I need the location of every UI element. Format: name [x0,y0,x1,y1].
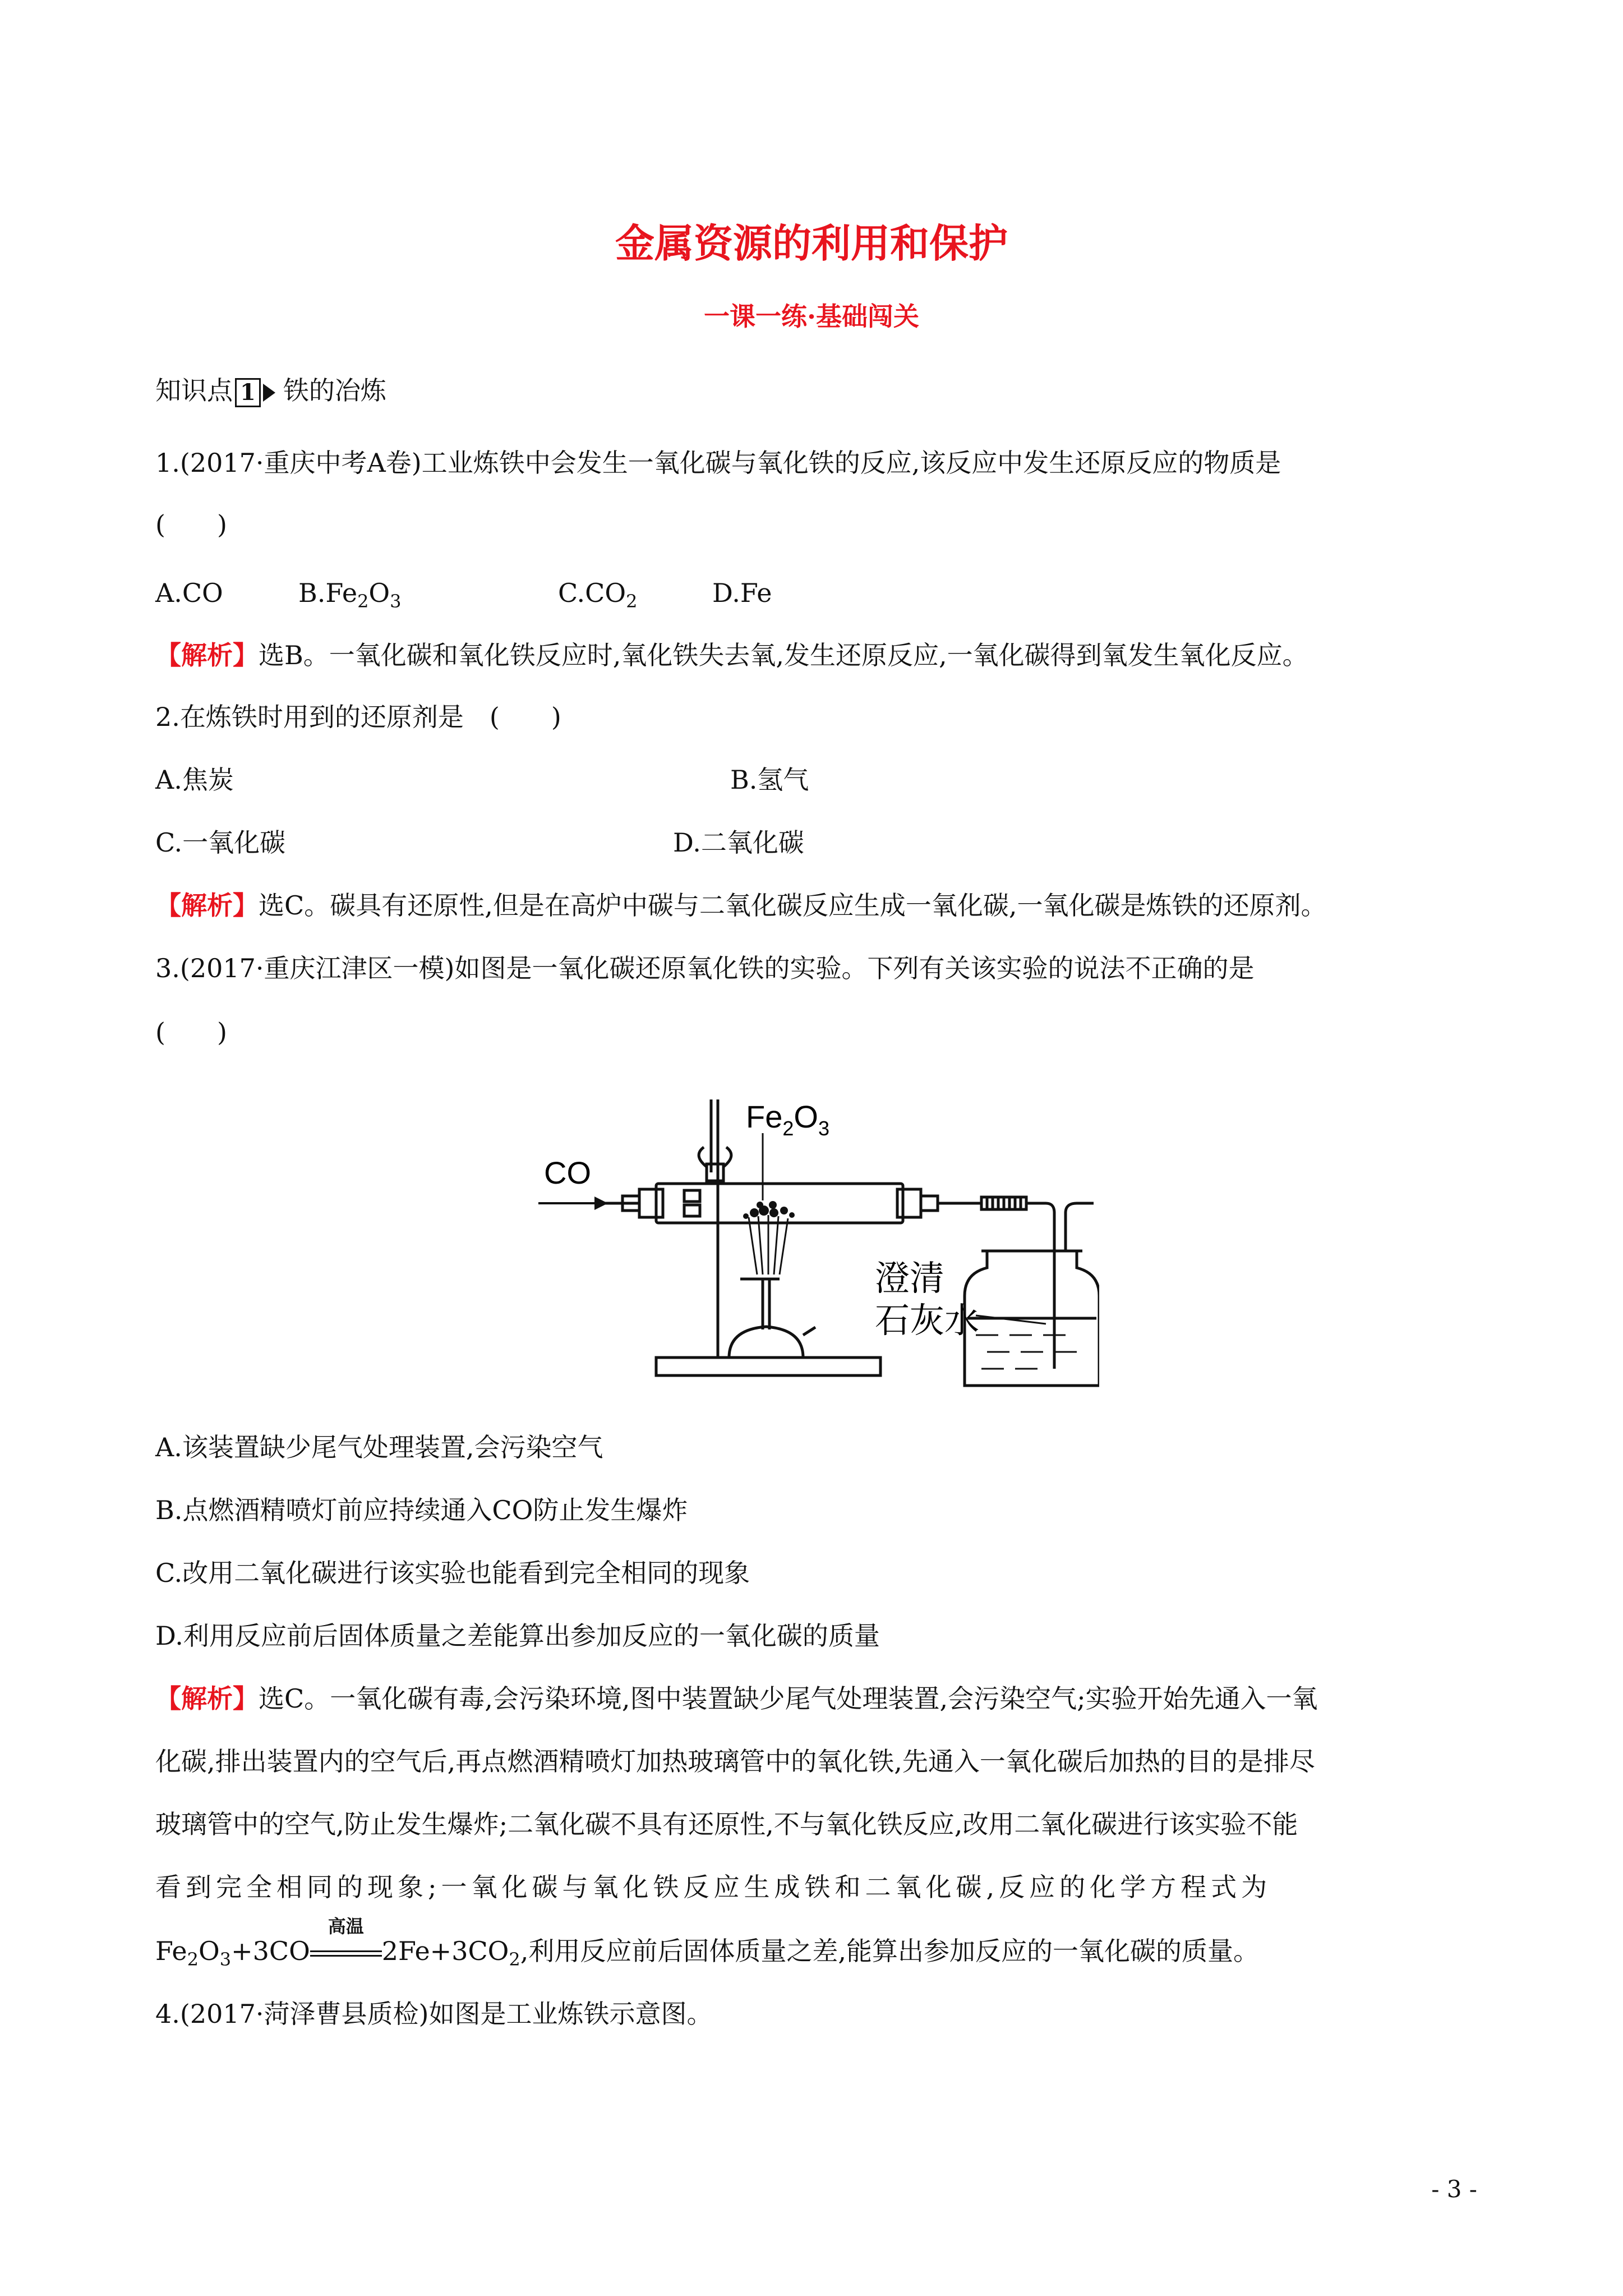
q4-stem: 4.(2017·菏泽曹县质检)如图是工业炼铁示意图。 [155,1999,713,2029]
q3-option-a: A.该装置缺少尾气处理装置,会污染空气 [155,1432,603,1462]
triangle-arrow-icon [263,384,275,402]
q1-option-b: $B.Fe_2O_3$ [298,578,402,613]
q3-analysis-line3: 玻璃管中的空气,防止发生爆炸;二氧化碳不具有还原性,不与氧化铁反应,改用二氧化碳进行该实验不能 [155,1809,1298,1839]
q1-option-a: A.CO [155,578,223,608]
co-label: CO [544,1155,591,1190]
q3-option-d: D.利用反应前后固体质量之差能算出参加反应的一氧化碳的质量 [155,1621,880,1651]
q3-option-c: C.改用二氧化碳进行该实验也能看到完全相同的现象 [155,1558,750,1588]
q2-option-a: A.焦炭 [155,765,234,795]
q1-analysis: 【解析】选B。一氧化碳和氧化铁反应时,氧化铁失去氧,发生还原反应,一氧化碳得到氧发生氧化反应。 [155,640,1308,670]
q1-stem: 1.(2017·重庆中考A卷)工业炼铁中会发生一氧化碳与氧化铁的反应,该反应中发生还原反应的物质是 [155,448,1281,478]
q3-option-b: B.点燃酒精喷灯前应持续通入CO防止发生爆炸 [155,1495,688,1525]
knowledge-number-badge: 1 [235,378,261,407]
q2-option-d: D.二氧化碳 [673,827,804,858]
q1-options [155,576,772,613]
page-title: 金属资源的利用和保护 [615,220,1008,266]
q1-option-d: D.Fe [712,578,772,608]
q3-stem: 3.(2017·重庆江津区一模)如图是一氧化碳还原氧化铁的实验。下列有关该实验的说法不正确的是 [155,953,1255,983]
q3-analysis-line4: 看到完全相同的现象;一氧化碳与氧化铁反应生成铁和二氧化碳,反应的化学方程式为 [155,1872,1272,1902]
q2-option-b: B.氢气 [730,765,809,795]
page-subtitle: 一课一练·基础闯关 [703,301,919,332]
analysis-label: 【解析】 [155,640,259,670]
limewater-label-1: 澄清 [875,1258,945,1299]
analysis-label: 【解析】 [155,1683,259,1714]
q2-option-c: C.一氧化碳 [155,827,286,858]
knowledge-topic: 铁的冶炼 [283,375,386,406]
q2-analysis: 【解析】选C。碳具有还原性,但是在高炉中碳与二氧化碳反应生成一氧化碳,一氧化碳是炼铁的还原剂。 [155,890,1327,921]
q3-analysis-line2: 化碳,排出装置内的空气后,再点燃酒精喷灯加热玻璃管中的氧化铁,先通入一氧化碳后加热的目的是排尽 [155,1746,1315,1777]
fe2o3-label: $Fe_2O_3$ [746,1099,829,1140]
knowledge-point-heading [155,374,386,407]
stand-base [656,1358,880,1375]
knowledge-prefix: 知识点 [155,375,233,406]
chemical-equation: $Fe_2O_3+3CO$ 高温 $2Fe+3CO_2$ [155,1936,520,1966]
alcohol-burner [729,1327,803,1358]
q1-option-c: $C.CO_2$ [558,578,638,613]
q3-analysis-line5: $Fe_2O_3+3CO$ 高温 $2Fe+3CO_2$,利用反应前后固体质量之差,能算出参加反应的一氧化碳的质量。 [155,1934,1259,1976]
q2-stem: 2.在炼铁时用到的还原剂是 ( ) [155,702,561,732]
q3-analysis-line1: 【解析】选C。一氧化碳有毒,会污染环境,图中装置缺少尾气处理装置,会污染空气;实验开始先通入一氧 [155,1683,1318,1714]
co-reduction-apparatus-figure [538,1066,1099,1397]
analysis-label: 【解析】 [155,890,259,921]
limewater-label-2: 石灰水 [875,1300,980,1341]
q3-paren: ( ) [155,1017,227,1047]
reaction-condition: 高温 [328,1916,364,1937]
page-number: - 3 - [1431,2175,1477,2203]
q1-paren: ( ) [155,509,227,540]
